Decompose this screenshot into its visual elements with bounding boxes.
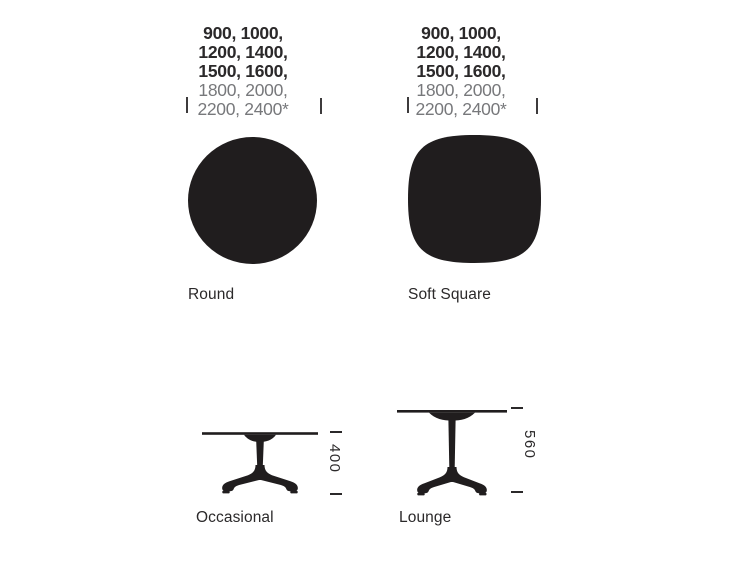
occasional-height-value: 400 xyxy=(326,444,343,474)
size-line: 900, 1000, xyxy=(421,23,501,43)
dimension-tick-top xyxy=(330,431,342,433)
size-line-extended: 2200, 2400* xyxy=(415,99,507,119)
lounge-table-drawing xyxy=(395,408,515,496)
size-list-round xyxy=(181,24,305,119)
size-range-tick xyxy=(407,97,409,113)
dimension-tick-bottom xyxy=(330,493,342,495)
round-top-shape xyxy=(188,137,317,264)
lounge-height-value: 560 xyxy=(521,430,538,460)
lounge-label: Lounge xyxy=(399,509,452,526)
soft-square-label: Soft Square xyxy=(408,286,491,303)
size-line: 900, 1000, xyxy=(203,23,283,43)
round-label: Round xyxy=(188,286,235,303)
size-range-tick xyxy=(536,98,538,114)
occasional-label: Occasional xyxy=(196,509,274,526)
size-line-extended: 1800, 2000, xyxy=(198,80,288,100)
size-list-soft-square xyxy=(399,24,523,119)
soft-square-top-shape xyxy=(408,135,541,263)
dimension-tick-top xyxy=(511,407,523,409)
occasional-table-drawing xyxy=(200,430,320,494)
size-range-tick xyxy=(320,98,322,114)
dimension-tick-bottom xyxy=(511,491,523,493)
size-line: 1500, 1600, xyxy=(416,61,506,81)
size-line: 1200, 1400, xyxy=(416,42,506,62)
size-line-extended: 1800, 2000, xyxy=(416,80,506,100)
size-line-extended: 2200, 2400* xyxy=(197,99,289,119)
size-range-tick xyxy=(186,97,188,113)
size-line: 1200, 1400, xyxy=(198,42,288,62)
size-line: 1500, 1600, xyxy=(198,61,288,81)
